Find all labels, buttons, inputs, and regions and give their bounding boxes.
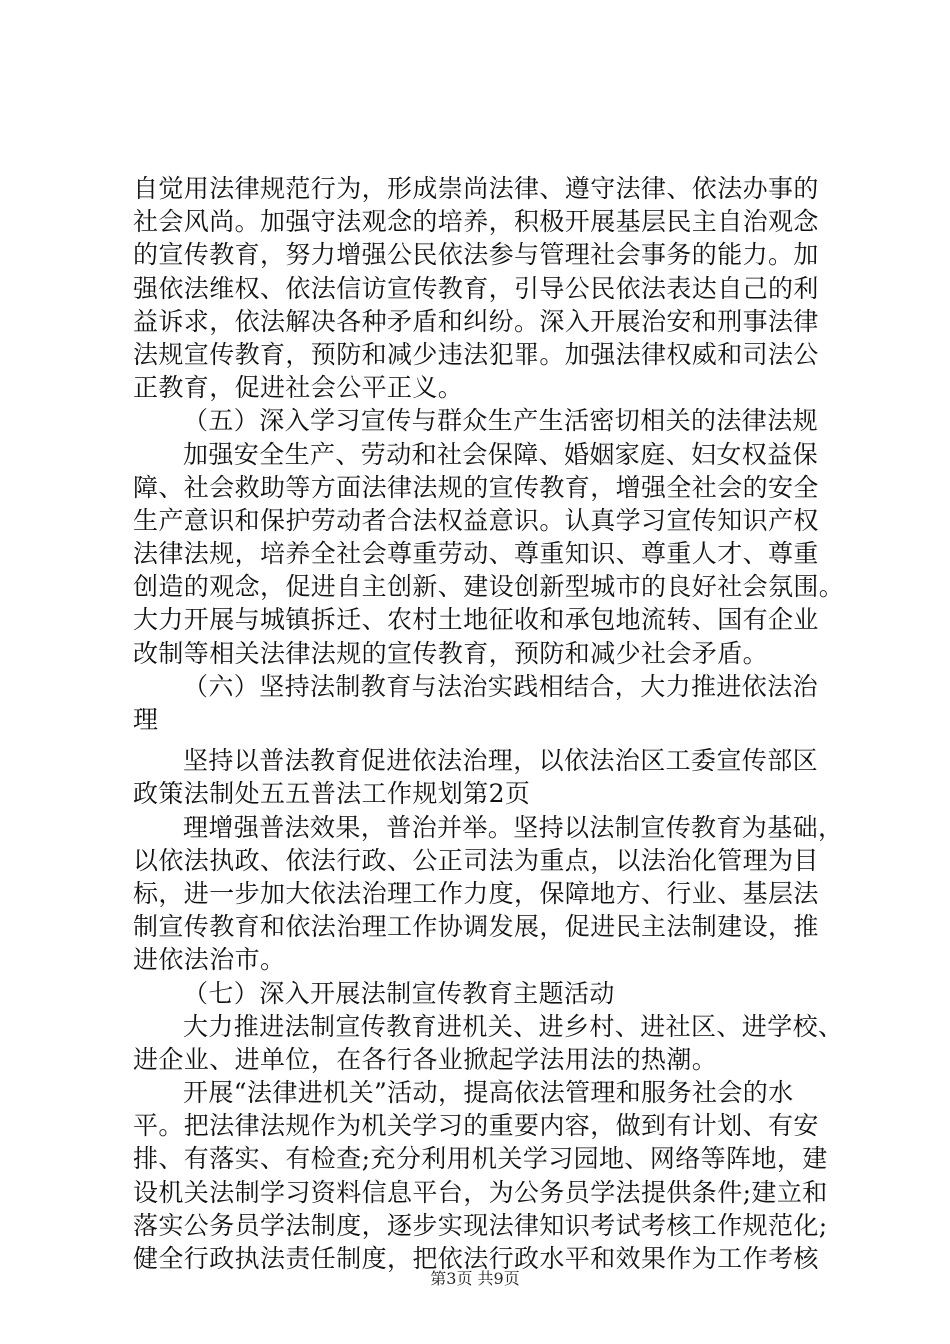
paragraph-line: 坚持以普法教育促进依法治理，以依法治区工委宣传部区 (183, 746, 819, 776)
document-body (133, 172, 845, 1275)
paragraph-line: 开展“法律进机关”活动，提高依法管理和服务社会的水 (183, 1078, 794, 1108)
paragraph-line: 益诉求，依法解决各种矛盾和纠纷。深入开展治安和刑事法律 (133, 306, 819, 336)
section-heading: （六）坚持法制教育与法治实践相结合，大力推进依法治 (183, 671, 819, 701)
paragraph-line: 自觉用法律规范行为，形成崇尚法律、遵守法律、依法办事的 (133, 174, 819, 203)
paragraph-line: 以依法执政、依法行政、公正司法为重点，以法治化管理为目 (133, 845, 819, 875)
paragraph-line: 障、社会救助等方面法律法规的宣传教育，增强全社会的安全 (133, 472, 819, 502)
paragraph-line: 落实公务员学法制度，逐步实现法律知识考试考核工作规范化; (133, 1210, 828, 1240)
paragraph-line: 大力推进法制宣传教育进机关、进乡村、进社区、进学校、 (183, 1011, 844, 1041)
paragraph-line: 制宣传教育和依法治理工作协调发展，促进民主法制建设，推 (133, 912, 819, 942)
page-number-footer: 第3页 共9页 (430, 1269, 520, 1288)
paragraph-line: 的宣传教育，努力增强公民依法参与管理社会事务的能力。加 (133, 240, 819, 270)
paragraph-line: 排、有落实、有检查;充分利用机关学习园地、网络等阵地，建 (133, 1144, 828, 1174)
paragraph-line: 法规宣传教育，预防和减少违法犯罪。加强法律权威和司法公 (133, 339, 819, 369)
paragraph-line: 健全行政执法责任制度，把依法行政水平和效果作为工作考核 (133, 1244, 819, 1273)
paragraph-line: 设机关法制学习资料信息平台，为公务员学法提供条件;建立和 (133, 1177, 828, 1207)
paragraph-line: 进企业、进单位，在各行各业掀起学法用法的热潮。 (133, 1044, 718, 1074)
paragraph-line: 改制等相关法律法规的宣传教育，预防和减少社会矛盾。 (133, 638, 769, 668)
paragraph-line: 大力开展与城镇拆迁、农村土地征收和承包地流转、国有企业 (133, 605, 819, 635)
paragraph-line: 进依法治市。 (133, 945, 286, 975)
paragraph-line: 法律法规，培养全社会尊重劳动、尊重知识、尊重人才、尊重 (133, 539, 819, 569)
section-heading-continuation: 理 (133, 705, 159, 734)
paragraph-line: 正教育，促进社会公平正义。 (133, 373, 464, 403)
paragraph-line: 平。把法律法规作为机关学习的重要内容，做到有计划、有安 (133, 1111, 819, 1141)
paragraph-line: 政策法制处五五普法工作规划第2页 (133, 779, 531, 809)
paragraph-line: 理增强普法效果，普治并举。坚持以法制宣传教育为基础， (183, 812, 844, 842)
paragraph-line: 加强安全生产、劳动和社会保障、婚姻家庭、妇女权益保 (183, 439, 819, 469)
paragraph-line: 创造的观念，促进自主创新、建设创新型城市的良好社会氛围。 (133, 572, 845, 602)
section-heading: （五）深入学习宣传与群众生产生活密切相关的法律法规 (183, 406, 819, 436)
paragraph-line: 标，进一步加大依法治理工作力度，保障地方、行业、基层法 (133, 878, 819, 908)
paragraph-line: 生产意识和保护劳动者合法权益意识。认真学习宣传知识产权 (133, 505, 819, 535)
paragraph-line: 社会风尚。加强守法观念的培养，积极开展基层民主自治观念 (133, 207, 819, 237)
section-heading: （七）深入开展法制宣传教育主题活动 (183, 978, 615, 1008)
paragraph-line: 强依法维权、依法信访宣传教育，引导公民依法表达自己的利 (133, 273, 819, 303)
